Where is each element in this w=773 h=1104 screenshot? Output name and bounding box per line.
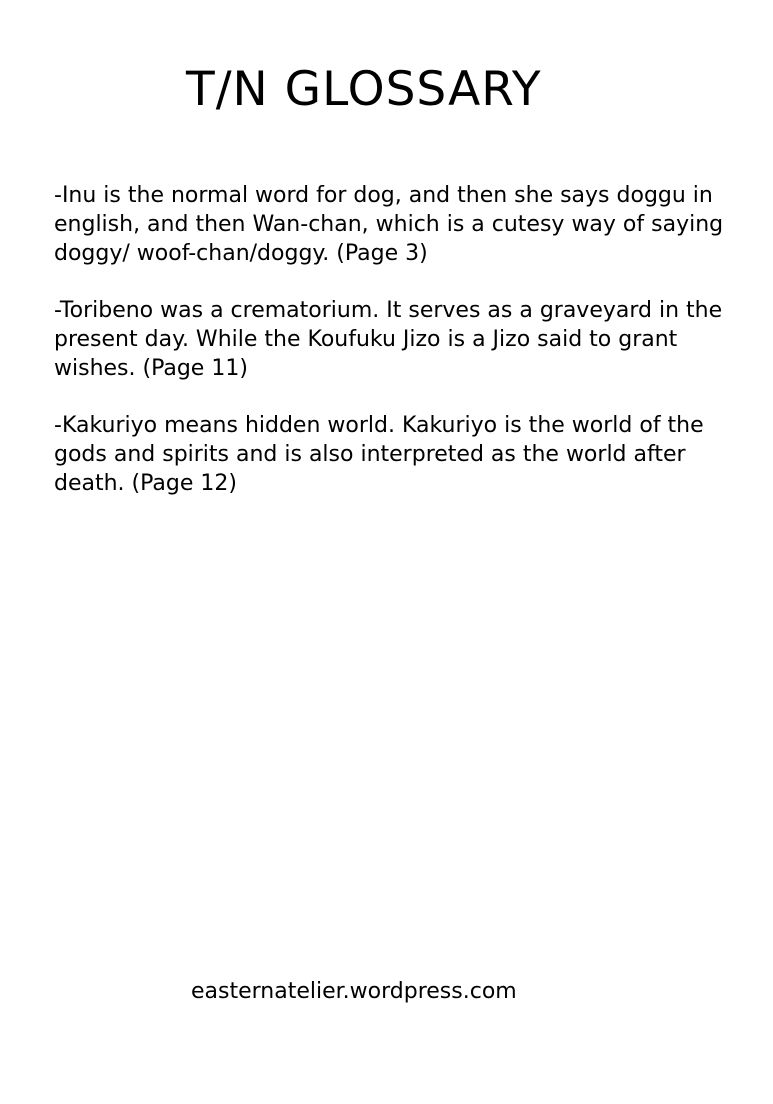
page-title: T/N GLOSSARY [186, 62, 542, 117]
glossary-entry-inu: -Inu is the normal word for dog, and then she says doggu in english, and then Wan-chan, which is a cutesy way of saying doggy/ woof-chan/doggy. (Page 3) [54, 183, 724, 266]
glossary-entry-toribeno: -Toribeno was a crematorium. It serves as a graveyard in the present day. While the Koufuku Jizo is a Jizo said to grant wishes. (Page 11) [54, 298, 723, 381]
site-credit: easternatelier.wordpress.com [191, 979, 517, 1004]
glossary-entry-kakuriyo: -Kakuriyo means hidden world. Kakuriyo is the world of the gods and spirits and is also interpreted as the world after death. (Page 12) [54, 413, 704, 496]
glossary-entries [54, 181, 744, 526]
